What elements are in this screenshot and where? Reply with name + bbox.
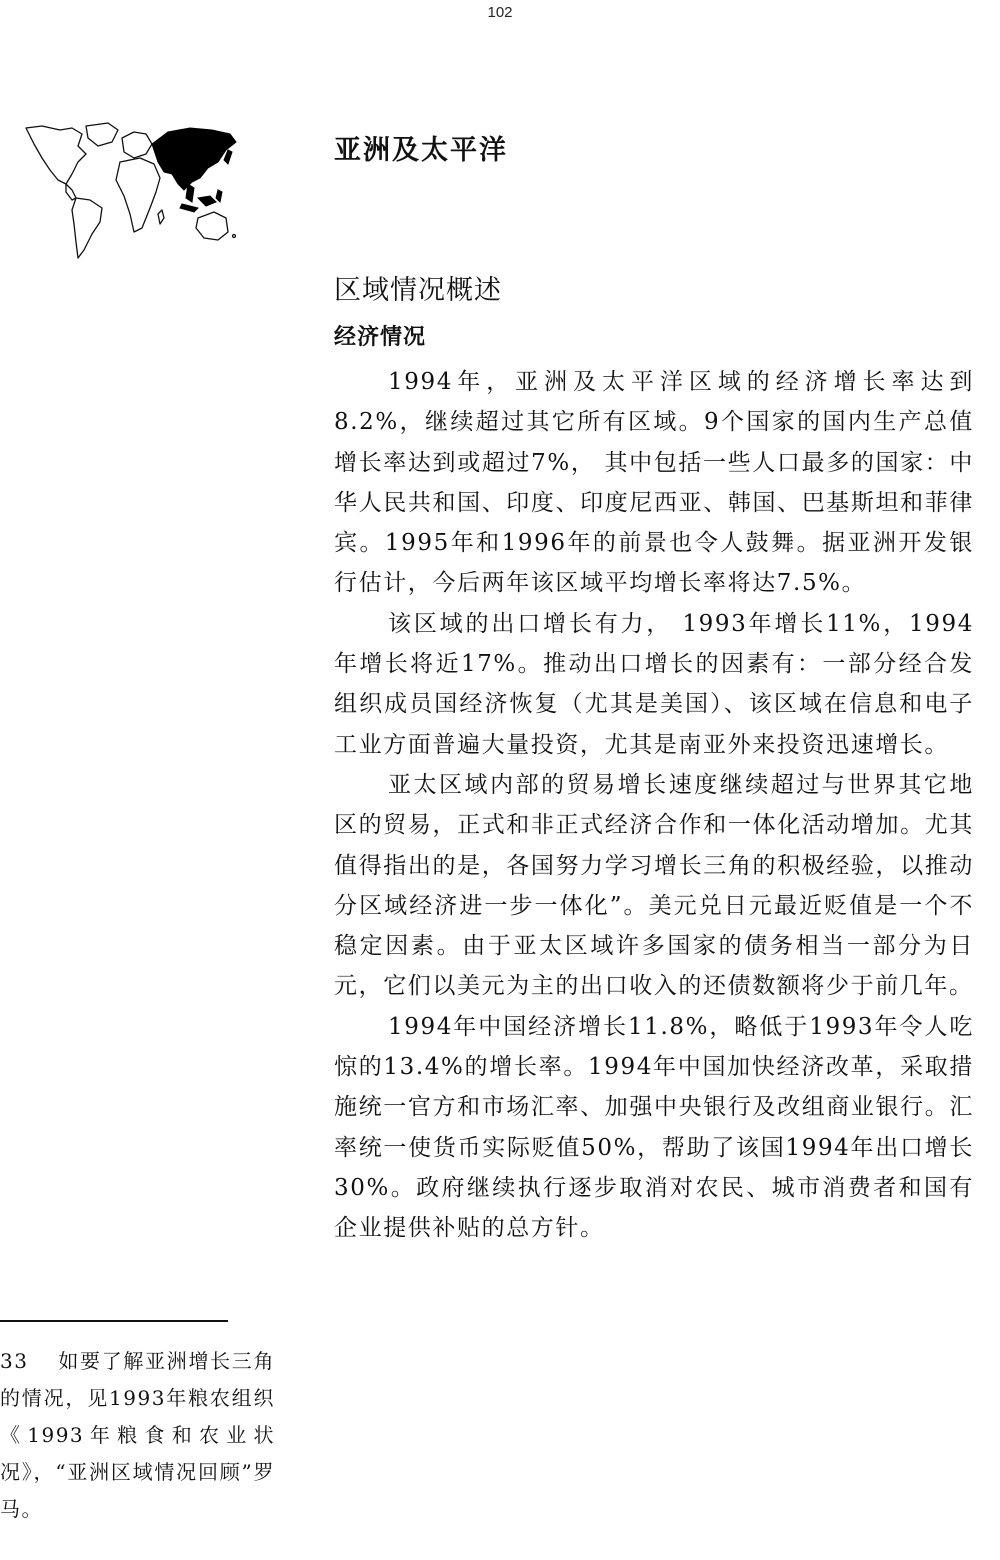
section-subtitle: 区域情况概述 — [334, 275, 502, 306]
sub-heading: 经济情况 — [334, 325, 427, 350]
footnote-divider — [0, 1320, 228, 1322]
paragraph-2: 该区域的出口增长有力， 1993年增长11%，1994年增长将近17%。推动出口增长的因素有：一部分经合发组织成员国经济恢复（尤其是美国）、该区域在信息和电子工业方面普遍大量投资，尤其是南亚外来投资迅速增长。 — [334, 610, 974, 758]
page-number: 102 — [487, 4, 513, 21]
body-text — [334, 362, 974, 1249]
footnote: 33 如要了解亚洲增长三角的情况，见1993年粮农组织《1993年粮食和农业状况》，“亚洲区域情况回顾”罗马。 — [0, 1349, 275, 1521]
section-title: 亚洲及太平洋 — [334, 135, 508, 166]
paragraph-4: 1994年中国经济增长11.8%，略低于1993年令人吃惊的13.4%的增长率。1994年中国加快经济改革，采取措施统一官方和市场汇率、加强中央银行及改组商业银行。汇率统一使货币实际贬值50%，帮助了该国1994年出口增长30%。政府继续执行逐步取消对农民、城市消费者和国有企业提供补贴的总方针。 — [334, 1013, 974, 1242]
paragraph-1: 1994年，亚洲及太平洋区域的经济增长率达到8.2%，继续超过其它所有区域。9个国家的国内生产总值增长率达到或超过7%， 其中包括一些人口最多的国家：中华人民共和国、印度、印度尼西亚、韩国、巴基斯坦和菲律宾。1995年和1996年的前景也令人鼓舞。据亚洲开发银行估计，今后两年该区域平均增长率将达7.5%。 — [334, 369, 974, 597]
world-map-icon — [22, 118, 240, 263]
paragraph-3: 亚太区域内部的贸易增长速度继续超过与世界其它地区的贸易，正式和非正式经济合作和一体化活动增加。尤其值得指出的是，各国努力学习增长三角的积极经验，以推动分区域经济进一步一体化”。美元兑日元最近贬值是一个不稳定因素。由于亚太区域许多国家的债务相当一部分为日元，它们以美元为主的出口收入的还债数额将少于前几年。 — [334, 771, 974, 1000]
